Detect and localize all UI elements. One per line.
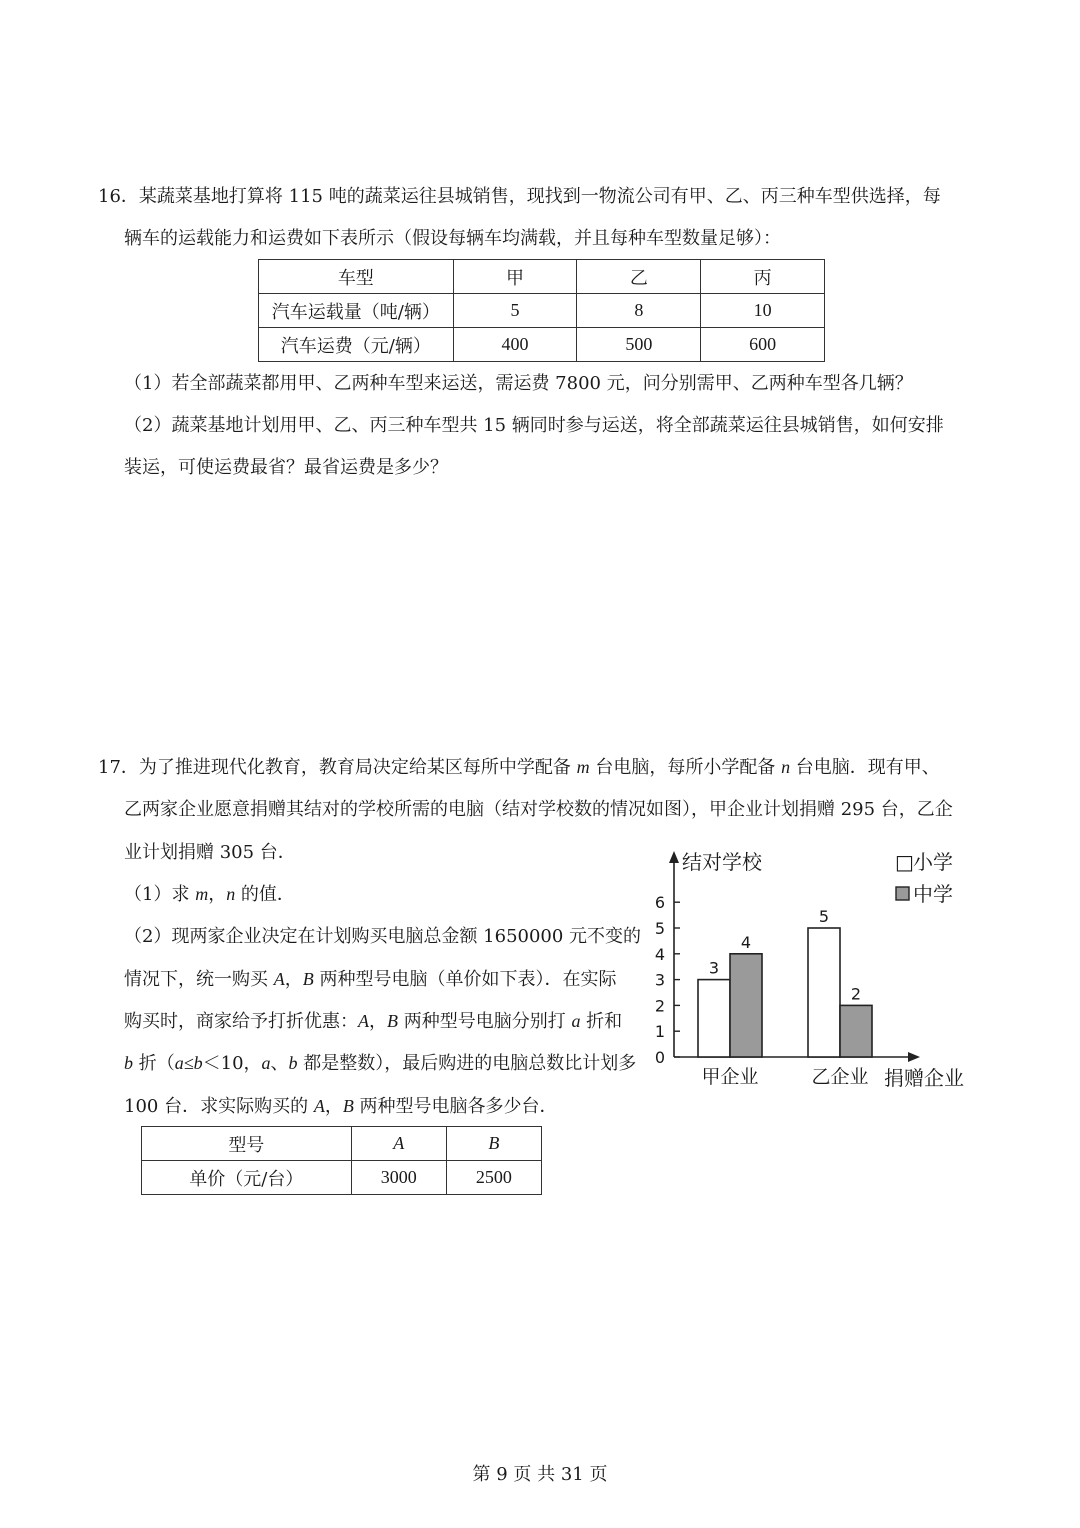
q17-part-2-line-2: [124, 967, 616, 992]
legend-swatch-middle: [896, 887, 909, 900]
y-axis-label: 结对学校: [682, 850, 762, 874]
q17-part1-sep: ，: [208, 884, 227, 905]
var-m: m: [195, 884, 209, 904]
q17-row-cell-1: 3000: [351, 1161, 446, 1195]
x-axis-arrow-icon: [908, 1052, 920, 1062]
var-n: n: [226, 884, 236, 904]
var-b: b: [124, 1053, 133, 1073]
legend-marker-primary: □: [895, 850, 914, 874]
q17-part-2-line-3: [124, 1009, 622, 1034]
q17-header-cell-2: A: [351, 1127, 446, 1161]
bar-value-label: 2: [850, 984, 862, 1004]
table-row: [142, 1161, 542, 1195]
q16-row1-cell-2: 8: [577, 294, 701, 328]
var-a: a: [571, 1011, 581, 1031]
q16-row2-label: 汽车运费（元/辆）: [259, 328, 454, 362]
q17-part2-line4-c: ＜10，: [202, 1053, 262, 1074]
x-category-label: 甲企业: [701, 1066, 759, 1088]
q17-part2-line5-b: 两种型号电脑各多少台．: [353, 1096, 558, 1117]
y-tick-label: 3: [654, 970, 666, 990]
var-a: a: [261, 1053, 271, 1073]
q17-part2-line3-a: 购买时，商家给予打折优惠：: [124, 1011, 358, 1032]
bar-value-label: 4: [740, 932, 752, 952]
y-tick-label: 6: [654, 893, 666, 913]
q17-line-2: 乙两家企业愿意捐赠其结对的学校所需的电脑（结对学校数的情况如图），甲企业计划捐赠 295 台，乙企: [124, 799, 953, 820]
q16-line-2: 辆车的运载能力和运费如下表所示（假设每辆车均满载，并且每种车型数量足够）：: [124, 228, 781, 249]
q17-header-cell-3: B: [446, 1127, 541, 1161]
var-m: m: [576, 757, 590, 777]
var-A: A: [313, 1096, 325, 1116]
var-B: B: [302, 969, 314, 989]
y-tick-label: 5: [654, 919, 666, 938]
q16-row1-label: 汽车运载量（吨/辆）: [259, 294, 454, 328]
q16-header-cell-3: 乙: [577, 260, 701, 294]
table-row: [259, 294, 825, 328]
y-tick-label: 1: [654, 1022, 666, 1042]
q17-part2-line4-a: 折（: [133, 1053, 175, 1074]
q17-line1-c: 台电脑．现有甲、: [790, 757, 940, 778]
q16-header-cell-1: 车型: [259, 260, 454, 294]
q17-part2-line2-b: 两种型号电脑（单价如下表）．在实际: [313, 969, 617, 990]
var-B: B: [342, 1096, 354, 1116]
x-axis-label: 捐赠企业: [884, 1066, 964, 1090]
y-axis-arrow-icon: [669, 851, 679, 863]
q16-part-1: （1）若全部蔬菜都用甲、乙两种车型来运送，需运费 7800 元，问分别需甲、乙两种车型各几辆？: [124, 373, 913, 394]
legend-label-middle: 中学: [913, 882, 953, 906]
q17-header-cell-1: 型号: [142, 1127, 352, 1161]
var-A: A: [358, 1011, 369, 1031]
q16-header-cell-4: 丙: [701, 260, 825, 294]
bar-middle-1: [730, 954, 762, 1057]
q17-row-cell-2: 2500: [446, 1161, 541, 1195]
bar-middle-2: [840, 1005, 872, 1057]
q17-part-2-line-4: [124, 1051, 636, 1076]
q17-line1-a: 17．为了推进现代化教育，教育局决定给某区每所中学配备: [98, 757, 577, 778]
page-footer: 第 9 页 共 31 页: [472, 1464, 608, 1485]
x-category-label: 乙企业: [811, 1066, 869, 1088]
var-n: n: [781, 757, 791, 777]
q17-part2-line5-sep: ，: [324, 1096, 343, 1117]
q17-part2-line3-c: 折和: [580, 1011, 623, 1032]
q17-part2-line2-sep: ，: [284, 969, 303, 990]
school-pairing-chart: [640, 845, 980, 1095]
q16-row2-cell-1: 400: [453, 328, 577, 362]
var-A: A: [273, 969, 285, 989]
bar-value-label: 3: [708, 958, 720, 978]
q16-header-cell-2: 甲: [453, 260, 577, 294]
y-tick-label: 2: [654, 996, 666, 1016]
q17-part2-line4-sep: 、: [270, 1053, 289, 1074]
y-tick-label: 4: [654, 944, 666, 964]
q17-part2-line2-a: 情况下，统一购买: [124, 969, 274, 990]
legend-label-primary: 小学: [913, 850, 953, 874]
q17-part2-line4-d: 都是整数），最后购进的电脑总数比计划多: [297, 1053, 637, 1074]
q17-part-2-line-5: [124, 1094, 558, 1119]
var-b: b: [288, 1053, 298, 1073]
q17-line-3: 业计划捐赠 305 台．: [124, 842, 296, 863]
condition-a-le-b: a≤b: [174, 1053, 203, 1073]
q17-line-1: [98, 755, 940, 780]
q17-row-label: 单价（元/台）: [142, 1161, 352, 1195]
bar-primary-2: [808, 928, 840, 1057]
bar-value-label: 5: [818, 907, 830, 926]
table-row: [259, 328, 825, 362]
table-row: [259, 260, 825, 294]
q17-line1-b: 台电脑，每所小学配备: [589, 757, 782, 778]
q17-part1-a: （1）求: [124, 884, 196, 905]
q16-table: [258, 259, 825, 362]
y-tick-label: 0: [654, 1048, 666, 1067]
q17-price-table: [141, 1126, 542, 1195]
table-row: [142, 1127, 542, 1161]
bar-primary-1: [698, 980, 730, 1057]
q16-row2-cell-2: 500: [577, 328, 701, 362]
q17-part2-line3-b: 两种型号电脑分别打: [398, 1011, 572, 1032]
q17-part2-line3-sep: ，: [369, 1011, 387, 1032]
q16-row1-cell-1: 5: [453, 294, 577, 328]
q16-part-2-line-1: （2）蔬菜基地计划用甲、乙、丙三种车型共 15 辆同时参与运送，将全部蔬菜运往县城销售，如何安排: [124, 415, 944, 436]
q16-part-2-line-2: 装运，可使运费最省？最省运费是多少？: [124, 457, 448, 478]
var-B: B: [387, 1011, 398, 1031]
q17-part1-b: 的值．: [235, 884, 295, 905]
q17-part-1: [124, 882, 295, 907]
q17-part2-line5-a: 100 台．求实际购买的: [124, 1096, 314, 1117]
q17-part-2-line-1: （2）现两家企业决定在计划购买电脑总金额 1650000 元不变的: [124, 926, 642, 947]
q16-row1-cell-3: 10: [701, 294, 825, 328]
q16-line-1: 16．某蔬菜基地打算将 115 吨的蔬菜运往县城销售，现找到一物流公司有甲、乙、丙三种车型供选择，每: [98, 186, 941, 207]
q16-row2-cell-3: 600: [701, 328, 825, 362]
